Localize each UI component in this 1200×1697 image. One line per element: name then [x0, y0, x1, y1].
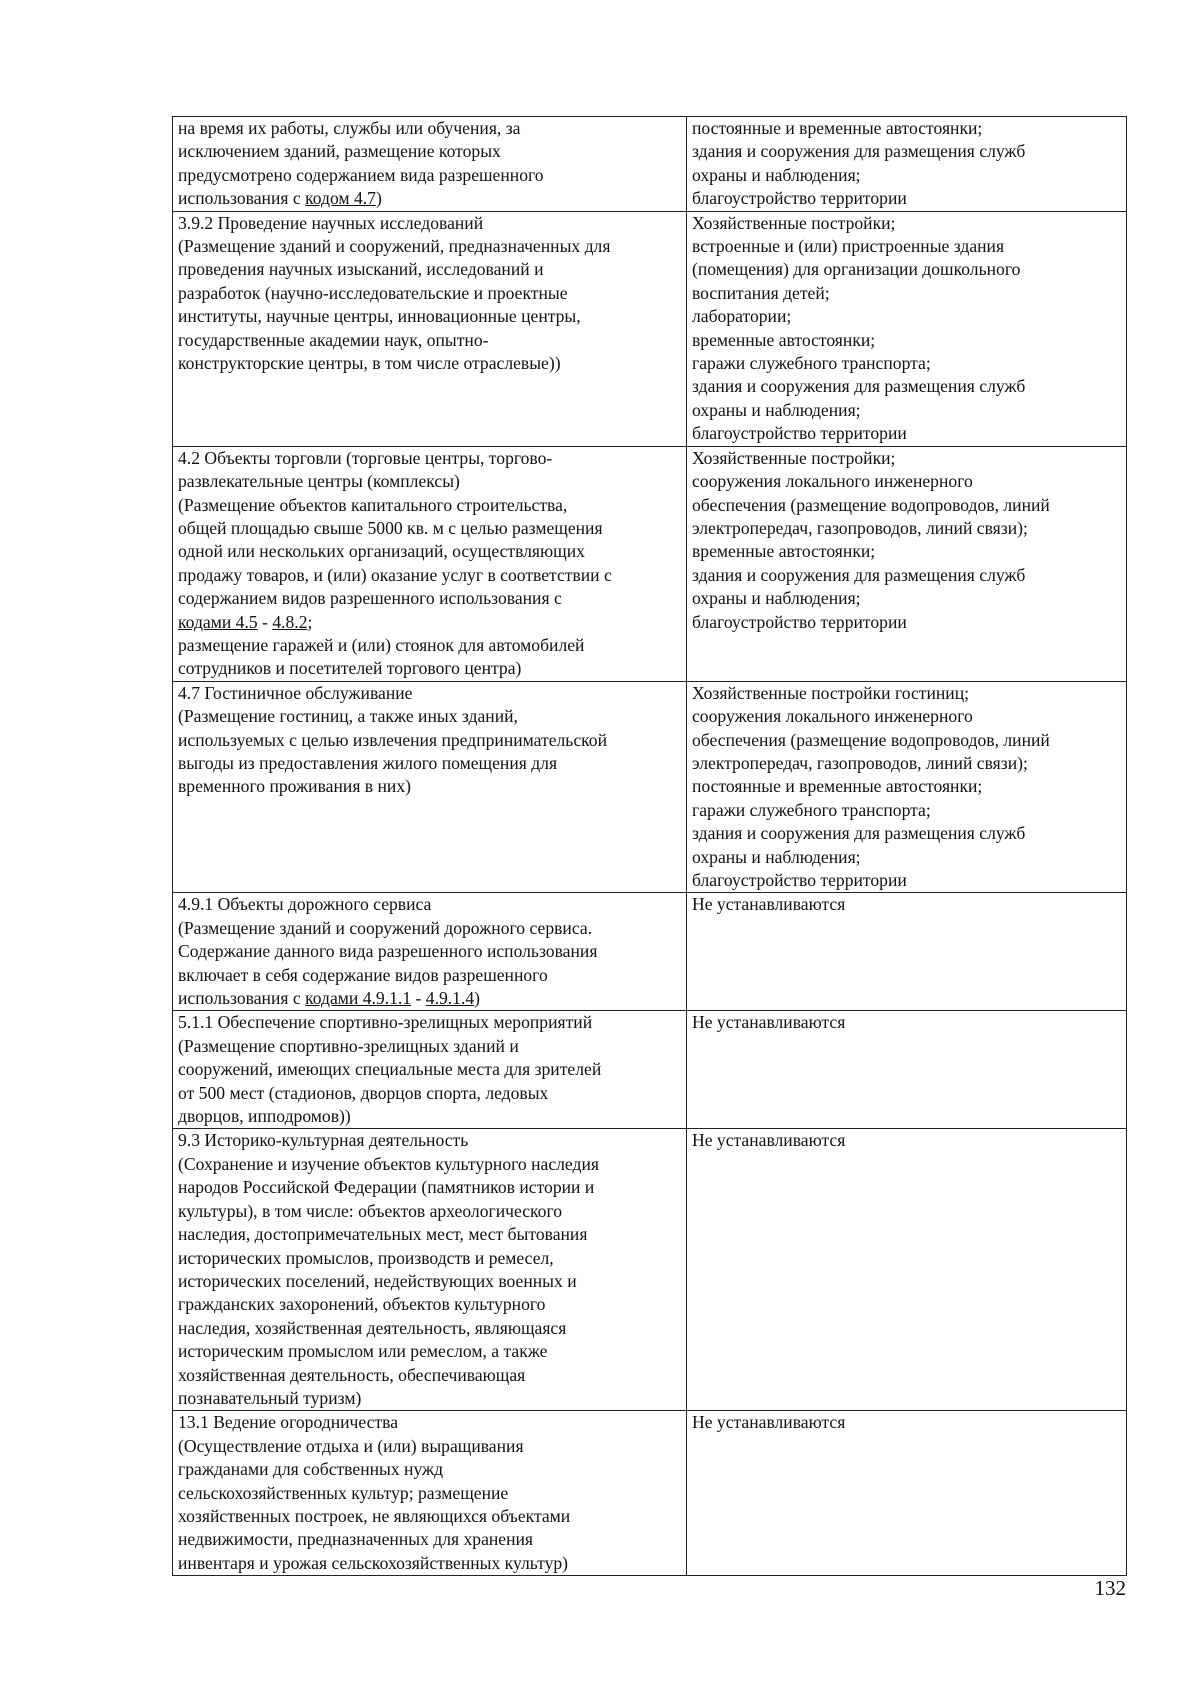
code-reference-link[interactable]: кодами 4.5 — [178, 611, 258, 632]
text-line: на время их работы, службы или обучения, за — [178, 118, 521, 138]
code-reference-link[interactable]: 4.8.2 — [272, 611, 308, 632]
text-line: (Размещение зданий и сооружений, предназначенных для — [178, 236, 611, 257]
text-line: охраны и наблюдения; — [692, 846, 861, 867]
auxiliary-use-cell — [687, 1011, 1127, 1129]
text-line: (Размещение объектов капитального строительства, — [178, 494, 568, 515]
text-line: (Осуществление отдыха и (или) выращивания — [178, 1435, 524, 1456]
text-line: сооружения локального инженерного — [692, 706, 973, 727]
text-line: здания и сооружения для размещения служб — [692, 141, 1026, 162]
text-line: одной или нескольких организаций, осуществляющих — [178, 541, 585, 562]
text-line: электропередач, газопроводов, линий связи); — [692, 752, 1028, 773]
text-line: охраны и наблюдения; — [692, 588, 861, 609]
table-row — [173, 1411, 1127, 1576]
land-use-type-cell — [173, 1129, 687, 1411]
table-body — [173, 117, 1127, 1576]
text-line: Не устанавливаются — [692, 1412, 846, 1433]
table-row — [173, 893, 1127, 1011]
table-row — [173, 1129, 1127, 1411]
text-line: наследия, хозяйственная деятельность, являющаяся — [178, 1317, 567, 1338]
text-line: здания и сооружения для размещения служб — [692, 376, 1026, 397]
auxiliary-use-cell — [687, 893, 1127, 1011]
table-row — [173, 446, 1127, 681]
text-line: здания и сооружения для размещения служб — [692, 823, 1026, 844]
text-line: гаражи служебного транспорта; — [692, 799, 931, 820]
auxiliary-use-cell — [687, 446, 1127, 681]
text-line: благоустройство территории — [692, 188, 907, 209]
text-line: Содержание данного вида разрешенного использования — [178, 941, 598, 962]
text-line: Хозяйственные постройки; — [692, 212, 896, 233]
code-reference-link[interactable]: 4.9.1.4 — [425, 988, 475, 1009]
text-line: встроенные и (или) пристроенные здания — [692, 236, 1005, 257]
auxiliary-use-cell — [687, 211, 1127, 446]
text-line: включает в себя содержание видов разрешенного — [178, 964, 548, 985]
text-line: проведения научных изысканий, исследований и — [178, 259, 544, 280]
land-use-table — [172, 116, 1127, 1576]
text-line: государственные академии наук, опытно- — [178, 329, 489, 350]
text-line: временные автостоянки; — [692, 329, 876, 350]
table-row — [173, 117, 1127, 212]
table-row — [173, 1011, 1127, 1129]
text-line: 4.7 Гостиничное обслуживание — [178, 682, 413, 703]
auxiliary-use-cell — [687, 117, 1127, 212]
text-line: (помещения) для организации дошкольного — [692, 259, 1021, 280]
text-line: размещение гаражей и (или) стоянок для автомобилей — [178, 634, 585, 655]
land-use-type-cell — [173, 1411, 687, 1576]
text-line: временные автостоянки; — [692, 541, 876, 562]
text-line: 3.9.2 Проведение научных исследований — [178, 212, 484, 233]
text-line: развлекательные центры (комплексы) — [178, 471, 460, 492]
text-line: 5.1.1 Обеспечение спортивно-зрелищных мероприятий — [178, 1012, 593, 1033]
auxiliary-use-cell — [687, 1411, 1127, 1576]
text-line: воспитания детей; — [692, 282, 830, 303]
land-use-type-cell — [173, 893, 687, 1011]
text-line: Не устанавливаются — [692, 894, 846, 915]
table-row — [173, 211, 1127, 446]
text-line: используемых с целью извлечения предпринимательской — [178, 729, 608, 750]
land-use-type-cell — [173, 211, 687, 446]
text-line: Хозяйственные постройки; — [692, 447, 896, 468]
text-line: обеспечения (размещение водопроводов, линий — [692, 729, 1050, 750]
text-line: здания и сооружения для размещения служб — [692, 564, 1026, 585]
text-line: охраны и наблюдения; — [692, 399, 861, 420]
text-line: исключением зданий, размещение которых — [178, 141, 501, 162]
land-use-type-cell — [173, 1011, 687, 1129]
text-line: постоянные и временные автостоянки; — [692, 776, 983, 797]
text-line: историческим промыслом или ремеслом, а также — [178, 1341, 548, 1362]
text-line: 4.9.1 Объекты дорожного сервиса — [178, 894, 432, 915]
text-line: хозяйственная деятельность, обеспечивающая — [178, 1364, 526, 1385]
text-line: выгоды из предоставления жилого помещения для — [178, 752, 558, 773]
text-line: сооружений, имеющих специальные места для зрителей — [178, 1059, 602, 1080]
text-line: содержанием видов разрешенного использования с — [178, 588, 562, 609]
text-line: (Сохранение и изучение объектов культурного наследия — [178, 1153, 599, 1174]
text-line: лаборатории; — [692, 306, 792, 327]
text-line: Хозяйственные постройки гостиниц; — [692, 682, 970, 703]
text-line: благоустройство территории — [692, 870, 907, 890]
text-line: постоянные и временные автостоянки; — [692, 118, 983, 138]
text-line: народов Российской Федерации (памятников истории и — [178, 1177, 595, 1198]
text-line: от 500 мест (стадионов, дворцов спорта, ледовых — [178, 1082, 549, 1103]
text-line: Не устанавливаются — [692, 1012, 846, 1033]
text-line: хозяйственных построек, не являющихся объектами — [178, 1505, 571, 1526]
text-line: институты, научные центры, инновационные центры, — [178, 306, 581, 327]
text-line: сооружения локального инженерного — [692, 471, 973, 492]
auxiliary-use-cell — [687, 681, 1127, 893]
text-line: использования с кодами 4.9.1.1 - 4.9.1.4) — [178, 988, 481, 1009]
text-line: кодами 4.5 - 4.8.2; — [178, 611, 313, 632]
text-line: обеспечения (размещение водопроводов, линий — [692, 494, 1050, 515]
code-reference-link[interactable]: кодами 4.9.1.1 — [305, 988, 412, 1009]
text-line: охраны и наблюдения; — [692, 164, 861, 185]
text-line: сельскохозяйственных культур; размещение — [178, 1482, 509, 1503]
text-line: общей площадью свыше 5000 кв. м с целью размещения — [178, 517, 603, 538]
land-use-type-cell — [173, 681, 687, 893]
text-line: благоустройство территории — [692, 611, 907, 632]
text-line: 9.3 Историко-культурная деятельность — [178, 1130, 469, 1151]
auxiliary-use-cell — [687, 1129, 1127, 1411]
text-line: инвентаря и урожая сельскохозяйственных культур) — [178, 1552, 569, 1573]
land-use-type-cell — [173, 446, 687, 681]
text-line: благоустройство территории — [692, 423, 907, 444]
code-reference-link[interactable]: кодом 4.7 — [305, 188, 376, 209]
text-line: недвижимости, предназначенных для хранения — [178, 1529, 534, 1550]
text-line: гражданами для собственных нужд — [178, 1459, 444, 1480]
text-line: Не устанавливаются — [692, 1130, 846, 1151]
text-line: гаражи служебного транспорта; — [692, 353, 931, 374]
text-line: (Размещение зданий и сооружений дорожного сервиса. — [178, 917, 593, 938]
text-line: исторических поселений, недействующих военных и — [178, 1270, 577, 1291]
text-line: 13.1 Ведение огородничества — [178, 1412, 399, 1433]
text-line: предусмотрено содержанием вида разрешенного — [178, 164, 544, 185]
text-line: гражданских захоронений, объектов культурного — [178, 1294, 546, 1315]
table-row — [173, 681, 1127, 893]
text-line: использования с кодом 4.7) — [178, 188, 382, 209]
text-line: исторических промыслов, производств и ремесел, — [178, 1247, 554, 1268]
text-line: (Размещение спортивно-зрелищных зданий и — [178, 1035, 519, 1056]
text-line: познавательный туризм) — [178, 1387, 362, 1408]
text-line: дворцов, ипподромов)) — [178, 1106, 351, 1127]
text-line: временного проживания в них) — [178, 776, 411, 797]
text-line: сотрудников и посетителей торгового центра) — [178, 658, 522, 679]
text-line: 4.2 Объекты торговли (торговые центры, торгово- — [178, 447, 553, 468]
land-use-type-cell — [173, 117, 687, 212]
text-line: конструкторские центры, в том числе отраслевые)) — [178, 353, 561, 374]
text-line: культуры), в том числе: объектов археологического — [178, 1200, 563, 1221]
page-number: 132 — [1094, 1576, 1126, 1600]
text-line: электропередач, газопроводов, линий связи); — [692, 517, 1028, 538]
text-line: (Размещение гостиниц, а также иных зданий, — [178, 706, 518, 727]
text-line: наследия, достопримечательных мест, мест бытования — [178, 1224, 588, 1245]
text-line: продажу товаров, и (или) оказание услуг в соответствии с — [178, 564, 612, 585]
text-line: разработок (научно-исследовательские и проектные — [178, 282, 568, 303]
